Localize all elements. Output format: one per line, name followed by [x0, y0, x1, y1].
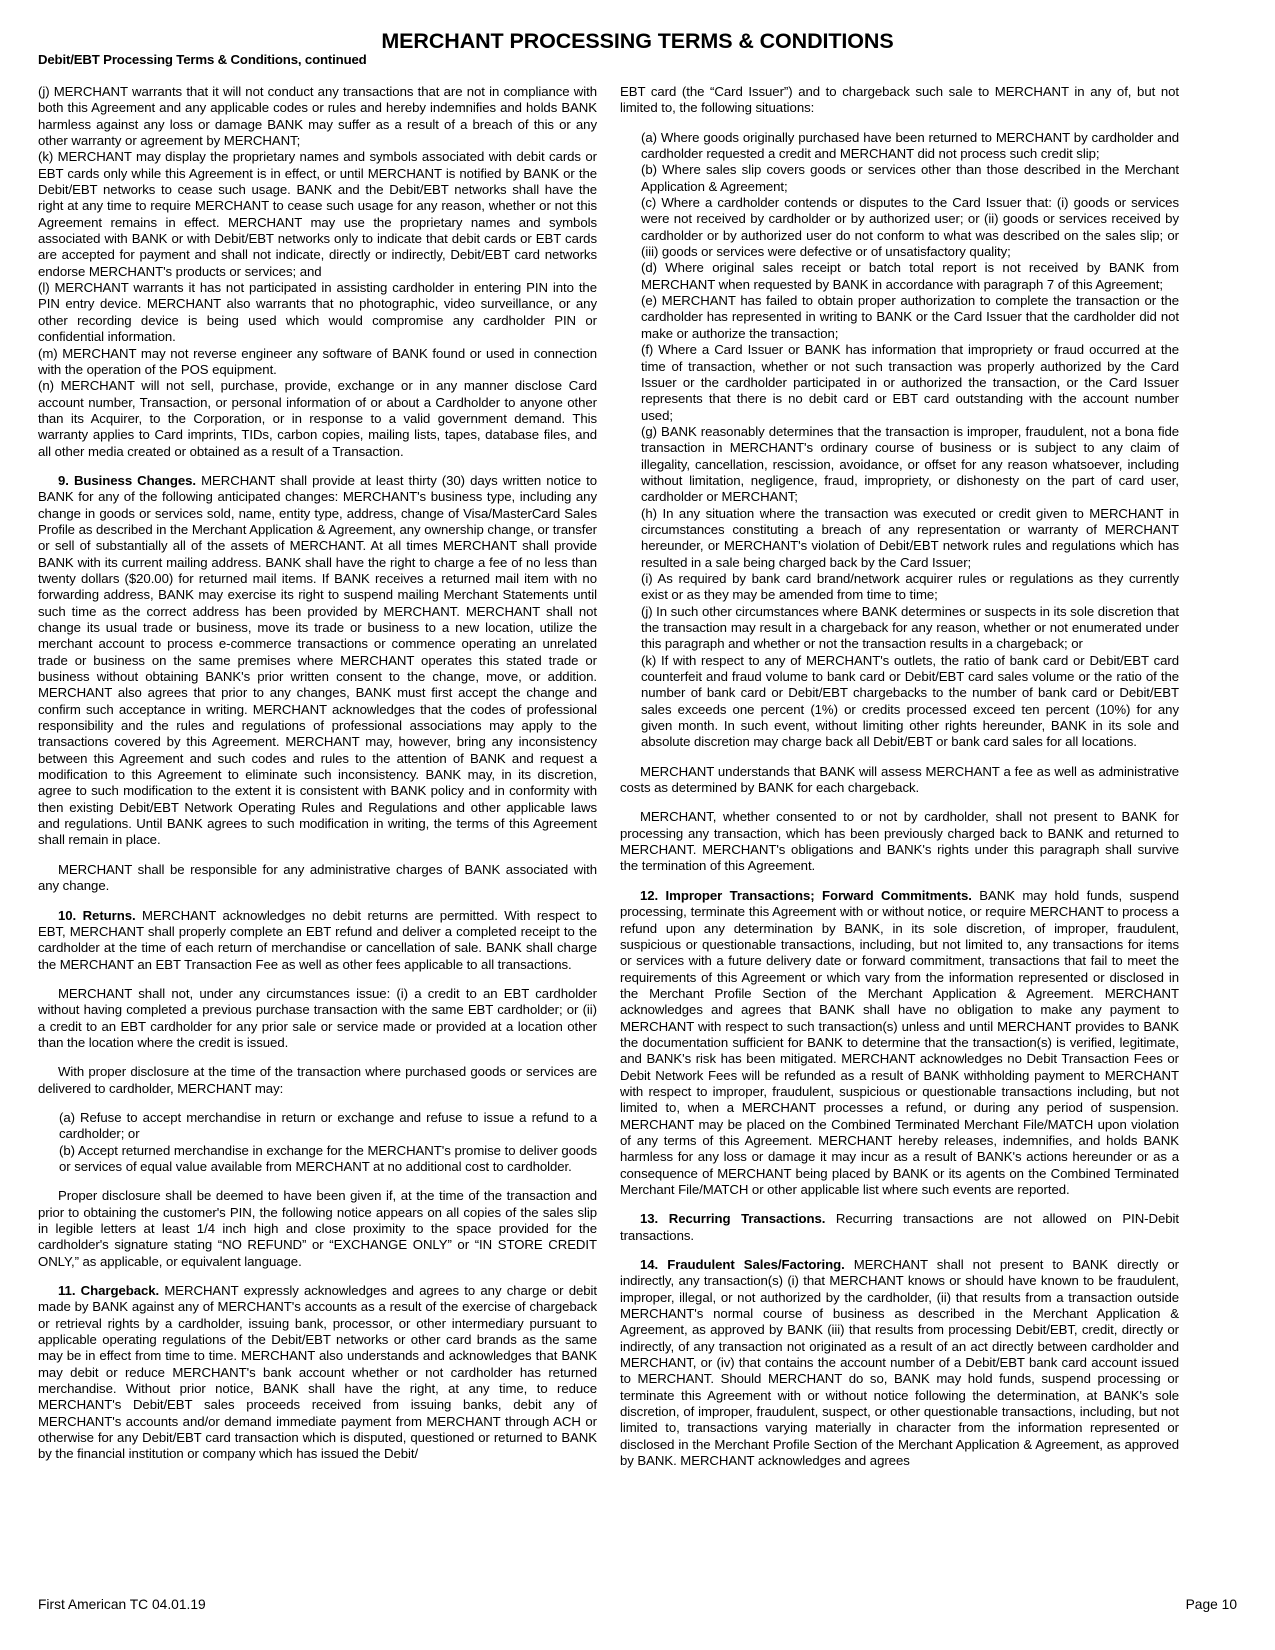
section-9-business-changes: [38, 473, 597, 849]
chargeback-item-e: (e) MERCHANT has failed to obtain proper authorization to complete the transaction or the cardholder has represented in writing to BANK or the Card Issuer that the cardholder did not make or authorize the transaction;: [641, 293, 1179, 341]
paragraph-returns-b: (b) Accept returned merchandise in exchange for the MERCHANT's promise to deliver goods or services of equal value available from MERCHANT at no additional cost to cardholder.: [59, 1142, 597, 1174]
section-12-improper-transactions: [620, 888, 1179, 1199]
section-12-heading: 12. Improper Transactions; Forward Commitments.: [640, 887, 972, 903]
page-title: MERCHANT PROCESSING TERMS & CONDITIONS: [381, 29, 894, 53]
paragraph-n: (n) MERCHANT will not sell, purchase, provide, exchange or in any manner disclose Card account number, Transaction, or personal information of or about a Cardholder to anyone other than its Acquirer, to the Corporation, or in response to a valid government demand. This warranty applies to Card imprints, TIDs, carbon copies, mailing lists, tapes, database files, and all other media created or obtained as a result of a Transaction.: [38, 378, 597, 459]
chargeback-item-f: (f) Where a Card Issuer or BANK has information that impropriety or fraud occurred at the time of transaction, whether or not such transaction was properly authorized by the Card Issuer or the cardholder participated in or authorized the transaction, or the Card Issuer represents that there is no debit card or EBT card outstanding with the account number used;: [641, 342, 1179, 423]
section-11-chargeback: [38, 1283, 597, 1463]
paragraph-proper-disclosure-notice: Proper disclosure shall be deemed to have been given if, at the time of the transaction and prior to obtaining the customer's PIN, the following notice appears on all copies of the sales slip in legible letters at least 1/4 inch high and close proximity to the space provided for the cardholder's signature stating “NO REFUND” or “EXCHANGE ONLY” or “IN STORE CREDIT ONLY,” as applicable, or equivalent language.: [38, 1188, 597, 1269]
paragraph-card-issuer-intro: EBT card (the “Card Issuer”) and to chargeback such sale to MERCHANT in any of, but not limited to, the following situations:: [620, 84, 1179, 116]
chargeback-item-j: (j) In such other circumstances where BANK determines or suspects in its sole discretion that the transaction may result in a chargeback for any reason, whether or not enumerated under this paragraph and whether or not the transaction results in a chargeback; or: [641, 603, 1179, 652]
footer-page-number: Page 10: [1185, 1597, 1237, 1612]
two-column-body: [38, 84, 1238, 1470]
section-14-heading: 14. Fraudulent Sales/Factoring.: [640, 1257, 845, 1273]
chargeback-item-a: (a) Where goods originally purchased have been returned to MERCHANT by cardholder and cardholder requested a credit and MERCHANT did not process such credit slip;: [641, 129, 1179, 162]
section-11-body: MERCHANT expressly acknowledges and agrees to any charge or debit made by BANK against any of MERCHANT's accounts as a result of the exercise of chargeback or retrieval rights by a cardholder, issuing bank, processor, or other intermediary pursuant to applicable operating regulations of the Debit/EBT networks or other card brands as the same may be in effect from time to time. MERCHANT also understands and acknowledges that BANK may debit or reduce MERCHANT's bank account whether or not cardholder has returned merchandise. Without prior notice, BANK shall have the right, at any time, to reduce MERCHANT's Debit/EBT sales proceeds received from issuing banks, debit any of MERCHANT's accounts and/or demand immediate payment from MERCHANT through ACH or otherwise for any Debit/EBT card transaction which is disputed, questioned or returned to BANK by the financial institution or company which has issued the Debit/: [38, 1283, 598, 1462]
section-13-heading: 13. Recurring Transactions.: [640, 1211, 826, 1227]
section-9-body: MERCHANT shall provide at least thirty (30) days written notice to BANK for any of the following anticipated changes: MERCHANT's business type, including any change in goods or services sold, name, entity type, address, change of Visa/MasterCard Sales Profile as described in the Merchant Application & Agreement, any ownership change, or transfer or sell of substantially all of the assets of MERCHANT. At all times MERCHANT shall provide BANK with its current mailing address. BANK shall have the right to charge a fee of no less than twenty dollars ($20.00) for returned mail items. If BANK receives a returned mail item with no forwarding address, BANK may exercise its right to suspend mailing Merchant Statements until such time as the correct address has been provided by MERCHANT. MERCHANT shall not change its usual trade or business, move its trade or business to a new location, utilize the merchant account to process e-commerce transactions or commence operating an unrelated trade or business on the same premises where MERCHANT operates this stated trade or business without obtaining BANK's prior written consent to the change, move, or addition. MERCHANT also agrees that prior to any changes, BANK must first accept the change and confirm such acceptance in writing. MERCHANT acknowledges that the codes of professional responsibility and the rules and regulations of professional associations may apply to the transactions covered by this Agreement. MERCHANT may, however, bring any inconsistency between this Agreement and such codes and rules to the attention of BANK and request a modification to this Agreement to eliminate such inconsistency. BANK may, in its discretion, agree to such modification to the extent it is consistent with BANK policy and in conformity with then existing Debit/EBT Network Operating Rules and Regulations and other applicable laws and regulations. Until BANK agrees to such modification in writing, the terms of this Agreement shall remain in place.: [38, 472, 597, 848]
section-12-body: BANK may hold funds, suspend processing, terminate this Agreement with or without notice, or require MERCHANT to process a refund upon any determination by BANK, in its sole discretion, of improper, fraudulent, suspicious or questionable transactions, including, but not limited to, any transactions for items or services with a future delivery date or forward commitment, transactions that fail to meet the requirements of this Agreement or which vary from the information represented or disclosed in the Merchant Profile Section of the Merchant Application & Agreement. MERCHANT acknowledges and agrees that BANK shall have no obligation to make any payment to MERCHANT with respect to such transaction(s) unless and until MERCHANT provides to BANK the documentation sufficient for BANK to determine that the transaction(s) is verified, legitimate, and BANK's risk has been mitigated. MERCHANT acknowledges no Debit Transaction Fees or Debit Network Fees will be refunded as a result of BANK withholding payment to MERCHANT with respect to improper, fraudulent, suspicious or questionable transactions including, but not limited to, when a MERCHANT processes a refund, or during any period of suspension. MERCHANT may be placed on the Combined Terminated Merchant File/MATCH upon violation of any terms of this Agreement. MERCHANT hereby releases, indemnifies, and holds BANK harmless for any loss or damage it may incur as a result of BANK's actions hereunder or as a consequence of MERCHANT being placed by BANK or its agents on the Combined Terminated Merchant File/MATCH or other applicable list where such events are reported.: [620, 887, 1179, 1197]
section-9-heading: 9. Business Changes.: [58, 472, 197, 488]
chargeback-item-g: (g) BANK reasonably determines that the transaction is improper, fraudulent, not a bona fide transaction in MERCHANT's ordinary course of business or is subject to any claim of illegality, cancellation, rescission, avoidance, or offset for any reason whatsoever, including without limitation, negligence, fraud, impropriety, or dishonesty on the part of card user, cardholder or MERCHANT;: [641, 423, 1179, 505]
chargeback-item-i: (i) As required by bank card brand/network acquirer rules or regulations as they currently exist or as they may be amended from time to time;: [641, 570, 1179, 603]
right-column: [620, 84, 1179, 1470]
left-column: [38, 84, 597, 1463]
chargeback-item-h: (h) In any situation where the transaction was executed or credit given to MERCHANT in circumstances constituting a breach of any representation or warranty of MERCHANT hereunder, or MERCHANT's violation of Debit/EBT network rules and regulations which has resulted in a sale being charged back by the Card Issuer;: [641, 505, 1179, 570]
paragraph-returns-a: (a) Refuse to accept merchandise in return or exchange and refuse to issue a refund to a cardholder; or: [59, 1109, 597, 1142]
footer-document-id: First American TC 04.01.19: [38, 1597, 206, 1612]
chargeback-item-b: (b) Where sales slip covers goods or services other than those described in the Merchant Application & Agreement;: [641, 162, 1179, 194]
paragraph-admin-charges: MERCHANT shall be responsible for any administrative charges of BANK associated with any change.: [38, 861, 597, 894]
paragraph-no-represent: MERCHANT, whether consented to or not by cardholder, shall not present to BANK for processing any transaction, which has been previously charged back to BANK and returned to MERCHANT. MERCHANT's obligations and BANK's rights under this paragraph shall survive the termination of this Agreement.: [620, 809, 1179, 874]
section-10-heading: 10. Returns.: [58, 907, 136, 923]
section-14-fraudulent-sales: [620, 1257, 1179, 1469]
page-subtitle: Debit/EBT Processing Terms & Conditions, continued: [38, 52, 367, 67]
page-header: [0, 0, 1275, 67]
section-13-body: Recurring transactions are not allowed on PIN-Debit transactions.: [620, 1211, 1179, 1243]
section-10-returns: [38, 908, 597, 973]
paragraph-l: (l) MERCHANT warrants it has not participated in assisting cardholder in entering PIN into the PIN entry device. MERCHANT also warrants that no photographic, video surveillance, or any other recording device is being used which would compromise any cardholder PIN or confidential information.: [38, 280, 597, 345]
paragraph-k: (k) MERCHANT may display the proprietary names and symbols associated with debit cards or EBT cards only while this Agreement is in effect, or until MERCHANT is notified by BANK or the Debit/EBT networks to cease such usage. BANK and the Debit/EBT networks shall have the right at any time to require MERCHANT to cease such usage for any reason, whether or not this Agreement remains in effect. MERCHANT may use the proprietary names and symbols associated with BANK or with Debit/EBT networks only to indicate that debit cards or EBT cards are accepted for payment and shall not indicate, directly or indirectly, Debit/EBT card networks endorse MERCHANT's products or services; and: [38, 149, 597, 279]
paragraph-m: (m) MERCHANT may not reverse engineer any software of BANK found or used in connection with the operation of the POS equipment.: [38, 345, 597, 377]
section-13-recurring-transactions: [620, 1211, 1179, 1244]
paragraph-proper-disclosure-intro: With proper disclosure at the time of the transaction where purchased goods or services are delivered to cardholder, MERCHANT may:: [38, 1064, 597, 1096]
chargeback-item-k: (k) If with respect to any of MERCHANT's outlets, the ratio of bank card or Debit/EBT card counterfeit and fraud volume to bank card or Debit/EBT card sales volume or the ratio of the number of bank card or Debit/EBT chargebacks to the number of bank card or Debit/EBT sales exceeds one percent (1%) or credits processed exceed ten percent (10%) for any given month. In such event, without limiting other rights hereunder, BANK in its sole and absolute discretion may charge back all Debit/EBT or bank card sales for all locations.: [641, 652, 1179, 750]
section-14-body: MERCHANT shall not present to BANK directly or indirectly, any transaction(s) (i) that MERCHANT knows or should have known to be fraudulent, improper, illegal, or not authorized by the cardholder, (ii) that results from a transaction outside MERCHANT's normal course of business as described in the Merchant Application & Agreement, as approved by BANK (iii) that results from processing Debit/EBT, credit, directly or indirectly, of any transaction not originated as a result of an act directly between cardholder and MERCHANT, or (iv) that contains the account number of a Debit/EBT bank card account issued to MERCHANT. Should MERCHANT do so, BANK may hold funds, suspend processing or terminate this Agreement with or without notice following the determination, at BANK's sole discretion, of improper, fraudulent, suspect, or other questionable transactions, including, but not limited to, transactions varying materially in character from the information represented or disclosed in the Merchant Profile Section of the Merchant Application & Agreement, as approved by BANK. MERCHANT acknowledges and agrees: [620, 1257, 1180, 1469]
paragraph-j: (j) MERCHANT warrants that it will not conduct any transactions that are not in compliance with both this Agreement and any applicable codes or rules and hereby indemnifies and holds BANK harmless against any loss or damage BANK may suffer as a result of a breach of this or any other warranty or agreement by MERCHANT;: [38, 84, 597, 149]
paragraph-chargeback-fee: MERCHANT understands that BANK will assess MERCHANT a fee as well as administrative costs as determined by BANK for each chargeback.: [620, 763, 1179, 796]
paragraph-no-credit: MERCHANT shall not, under any circumstances issue: (i) a credit to an EBT cardholder without having completed a previous purchase transaction with the same EBT cardholder; or (ii) a credit to an EBT cardholder for any prior sale or service made or provided at a location other than the location where the credit is issued.: [38, 985, 597, 1050]
chargeback-item-d: (d) Where original sales receipt or batch total report is not received by BANK from MERCHANT when requested by BANK in accordance with paragraph 7 of this Agreement;: [641, 260, 1179, 292]
page-footer: [38, 1597, 1237, 1612]
chargeback-item-c: (c) Where a cardholder contends or disputes to the Card Issuer that: (i) goods or services were not received by cardholder or by authorized user; or (ii) goods or services received by cardholder or by authorized user do not conform to what was described on the sales slip; or (iii) goods or services were defective or of unsatisfactory quality;: [641, 195, 1179, 260]
section-10-body: MERCHANT acknowledges no debit returns are permitted. With respect to EBT, MERCHANT shall properly complete an EBT refund and deliver a completed receipt to the cardholder at the time of each return of merchandise or cancellation of sale. BANK shall charge the MERCHANT an EBT Transaction Fee as well as other fees applicable to all transactions.: [38, 907, 597, 972]
section-11-heading: 11. Chargeback.: [58, 1283, 160, 1299]
